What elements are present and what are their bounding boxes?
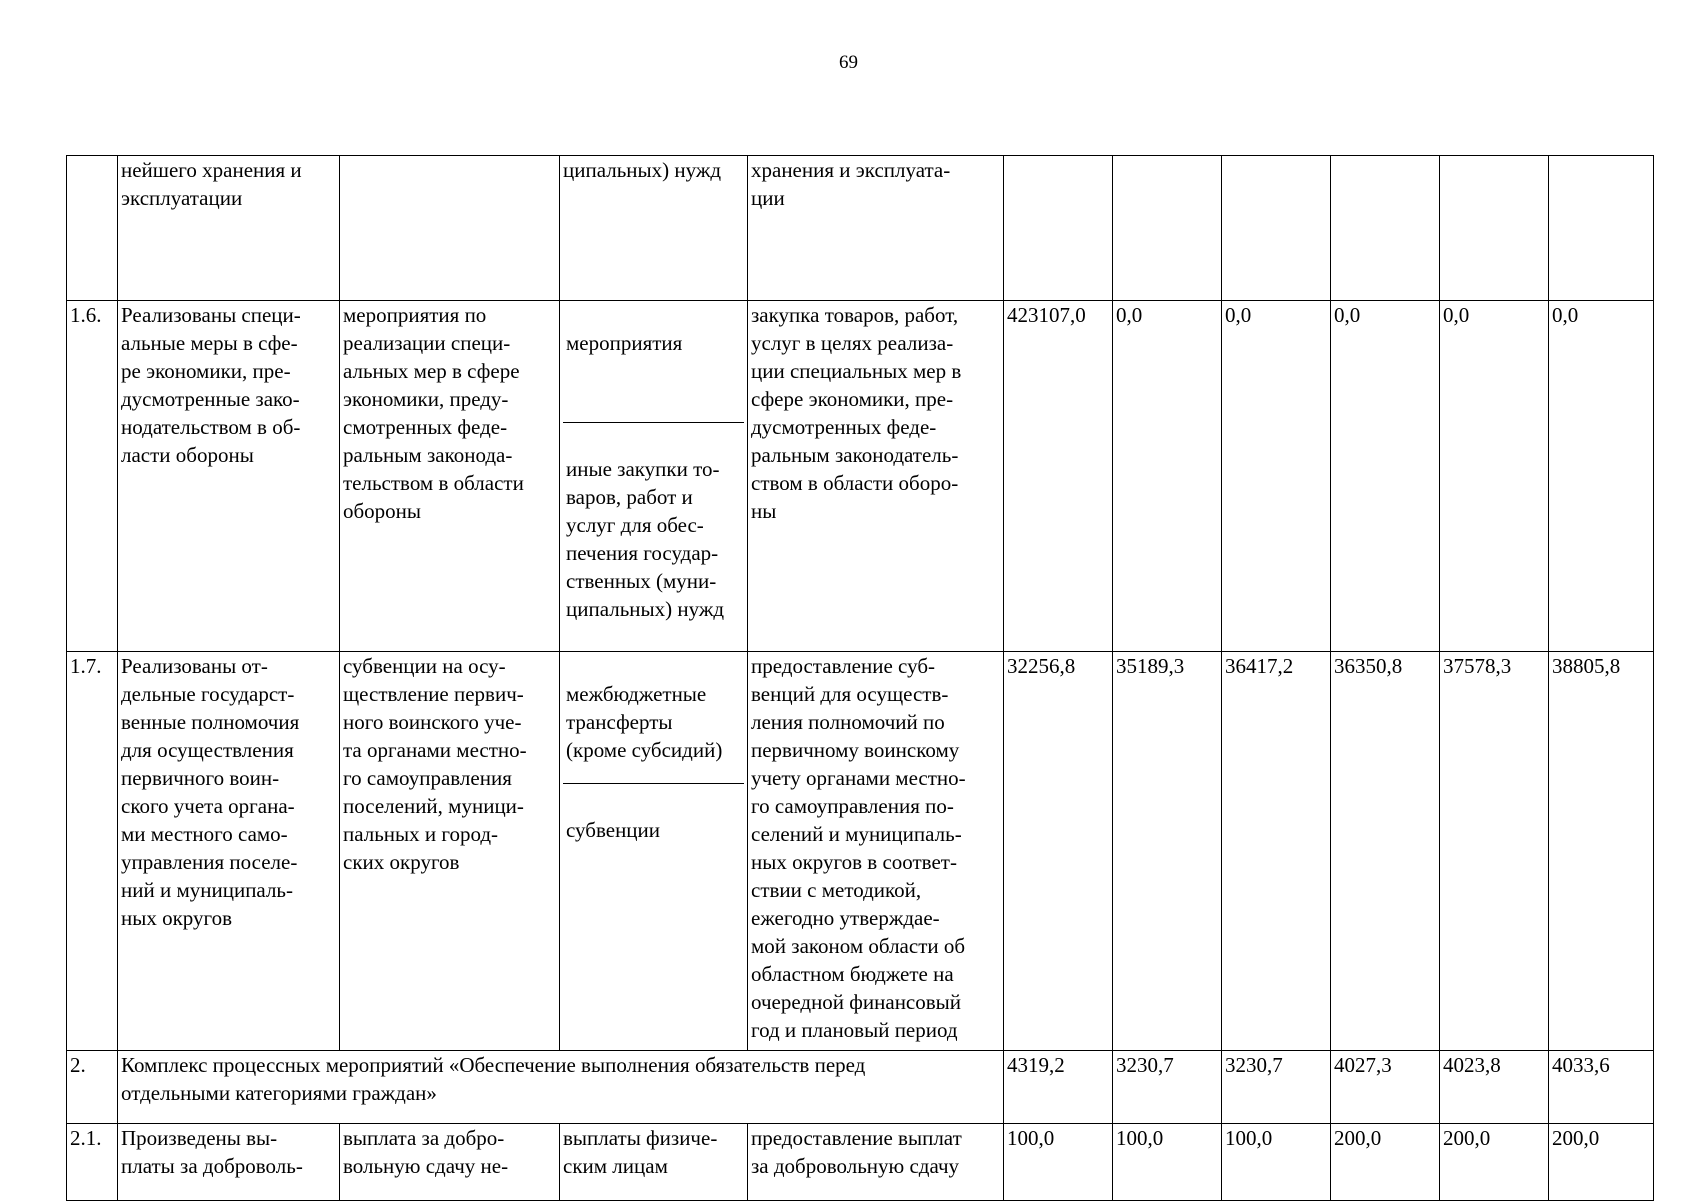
cell-value: 100,0 [1113, 1124, 1222, 1201]
cell-value [1113, 156, 1222, 301]
cell-value: 4027,3 [1331, 1051, 1440, 1124]
cell-value: 38805,8 [1549, 652, 1654, 1051]
cell-value [1222, 156, 1331, 301]
table-row [67, 652, 1654, 1051]
cell-value: 4033,6 [1549, 1051, 1654, 1124]
cell-value: 100,0 [1004, 1124, 1113, 1201]
cell-value: 3230,7 [1113, 1051, 1222, 1124]
expense-type-text: ципальных) нужд [563, 158, 722, 182]
expense-type-top: межбюджетные трансферты (кроме субсидий) [563, 680, 744, 784]
cell-value: 3230,7 [1222, 1051, 1331, 1124]
cell-expense-type: выплаты физиче- ским лицам [560, 1124, 748, 1201]
cell-value: 0,0 [1113, 301, 1222, 652]
cell-event: мероприятия по реализации специ- альных мер в сфере экономики, преду- смотренных феде- ральным законода- тельством в области обороны [340, 301, 560, 652]
cell-value: 37578,3 [1440, 652, 1549, 1051]
page-number: 69 [839, 52, 858, 73]
cell-result: Произведены вы- платы за доброволь- [118, 1124, 340, 1201]
cell-direction: закупка товаров, работ, услуг в целях реализа- ции специальных мер в сфере экономики, пре- дусмотренных феде- ральным законодатель- ством в области оборо- ны [748, 301, 1004, 652]
cell-expense-type [560, 652, 748, 1051]
cell-value: 4319,2 [1004, 1051, 1113, 1124]
program-table [66, 155, 1654, 1201]
table-row [67, 1051, 1654, 1124]
cell-number: 2. [67, 1051, 118, 1124]
cell-value: 200,0 [1549, 1124, 1654, 1201]
cell-expense-type [560, 301, 748, 652]
cell-direction: хранения и эксплуата- ции [748, 156, 1004, 301]
cell-value: 36350,8 [1331, 652, 1440, 1051]
cell-value: 4023,8 [1440, 1051, 1549, 1124]
cell-value: 200,0 [1440, 1124, 1549, 1201]
cell-number: 2.1. [67, 1124, 118, 1201]
cell-value [1004, 156, 1113, 301]
cell-event: выплата за добро- вольную сдачу не- [340, 1124, 560, 1201]
cell-event: субвенции на осу- ществление первич- ного воинского уче- та органами местно- го самоуправления поселений, муници- пальных и город- ских округов [340, 652, 560, 1051]
cell-number: 1.7. [67, 652, 118, 1051]
cell-expense-type [560, 156, 748, 301]
table-row [67, 156, 1654, 301]
cell-value [1549, 156, 1654, 301]
cell-event [340, 156, 560, 301]
cell-result: нейшего хранения и эксплуатации [118, 156, 340, 301]
cell-value: 0,0 [1331, 301, 1440, 652]
cell-value [1440, 156, 1549, 301]
cell-direction: предоставление выплат за добровольную сдачу [748, 1124, 1004, 1201]
cell-number [67, 156, 118, 301]
cell-value: 32256,8 [1004, 652, 1113, 1051]
cell-complex-title: Комплекс процессных мероприятий «Обеспечение выполнения обязательств перед отдельными категориями граждан» [118, 1051, 1004, 1124]
cell-value: 0,0 [1549, 301, 1654, 652]
cell-value: 36417,2 [1222, 652, 1331, 1051]
expense-type-bottom: иные закупки то- варов, работ и услуг для обес- печения государ- ственных (муни- ципальных) нужд [566, 457, 725, 621]
cell-value: 200,0 [1331, 1124, 1440, 1201]
cell-value: 35189,3 [1113, 652, 1222, 1051]
cell-value: 0,0 [1440, 301, 1549, 652]
cell-result: Реализованы специ- альные меры в сфе- ре экономики, пре- дусмотренные зако- нодательством в об- ласти обороны [118, 301, 340, 652]
expense-type-bottom: субвенции [566, 818, 661, 842]
table-row [67, 301, 1654, 652]
cell-direction: предоставление суб- венций для осуществ- ления полномочий по первичному воинскому учету органами местно- го самоуправления по- селений и муниципаль- ных округов в соответ- ствии с методикой, ежегодно утверждае- мой законом области об областном бюджете на очередной финансовый год и плановый период [748, 652, 1004, 1051]
cell-number: 1.6. [67, 301, 118, 652]
cell-value: 0,0 [1222, 301, 1331, 652]
cell-value [1331, 156, 1440, 301]
cell-value: 100,0 [1222, 1124, 1331, 1201]
table-row [67, 1124, 1654, 1201]
cell-value: 423107,0 [1004, 301, 1113, 652]
expense-type-top: мероприятия [563, 329, 744, 423]
cell-result: Реализованы от- дельные государст- венные полномочия для осуществления первичного воин- ского учета органа- ми местного само- управления поселе- ний и муниципаль- ных округов [118, 652, 340, 1051]
